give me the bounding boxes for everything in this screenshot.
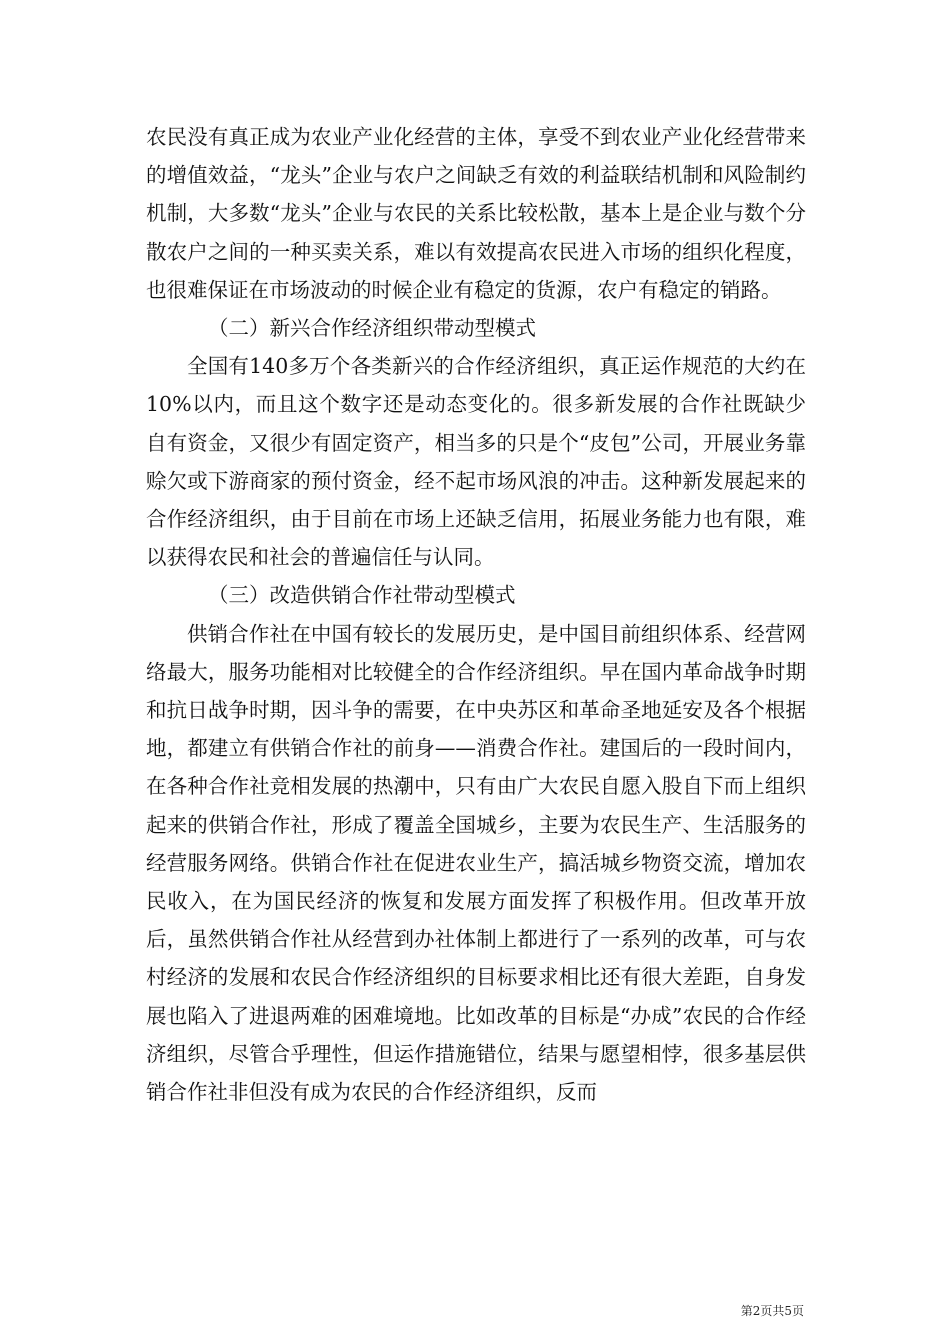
paragraph-supply-marketing: 供销合作社在中国有较长的发展历史，是中国目前组织体系、经营网络最大，服务功能相对比较健全的合作经济组织。早在国内革命战争时期和抗日战争时期，因斗争的需要，在中央苏区和革命圣地延安及各个根据地，都建立有供销合作社的前身——消费合作社。建国后的一段时间内，在各种合作社竞相发展的热潮中，只有由广大农民自愿入股自下而上组织起来的供销合作社，形成了覆盖全国城乡，主要为农民生产、生活服务的经营服务网络。供销合作社在促进农业生产，搞活城乡物资交流，增加农民收入，在为国民经济的恢复和发展方面发挥了积极作用。但改革开放后，虽然供销合作社从经营到办社体制上都进行了一系列的改革，可与农村经济的发展和农民合作经济组织的目标要求相比还有很大差距，自身发展也陷入了进退两难的困难境地。比如改革的目标是“办成”农民的合作经济组织，尽管合乎理性，但运作措施错位，结果与愿望相悖，很多基层供销合作社非但没有成为农民的合作经济组织，反而 [146, 621, 806, 1105]
section-heading-2: （二）新兴合作经济组织带动型模式 [208, 316, 536, 341]
section-heading-3: （三）改造供销合作社带动型模式 [208, 583, 516, 608]
body-text [146, 118, 806, 1111]
paragraph-new-cooperatives: 全国有140多万个各类新兴的合作经济组织，真正运作规范的大约在10%以内，而且这个数字还是动态变化的。很多新发展的合作社既缺少自有资金，又很少有固定资产，相当多的只是个“皮包”公司，开展业务靠赊欠或下游商家的预付资金，经不起市场风浪的冲击。这种新发展起来的合作经济组织，由于目前在市场上还缺乏信用，拓展业务能力也有限，难以获得农民和社会的普遍信任与认同。 [146, 354, 806, 570]
page-number-footer: 第2页共5页 [740, 1304, 804, 1318]
paragraph-continuation: 农民没有真正成为农业产业化经营的主体，享受不到农业产业化经营带来的增值效益，“龙头”企业与农户之间缺乏有效的利益联结机制和风险制约机制，大多数“龙头”企业与农民的关系比较松散，基本上是企业与数个分散农户之间的一种买卖关系，难以有效提高农民进入市场的组织化程度，也很难保证在市场波动的时候企业有稳定的货源，农户有稳定的销路。 [146, 125, 806, 302]
